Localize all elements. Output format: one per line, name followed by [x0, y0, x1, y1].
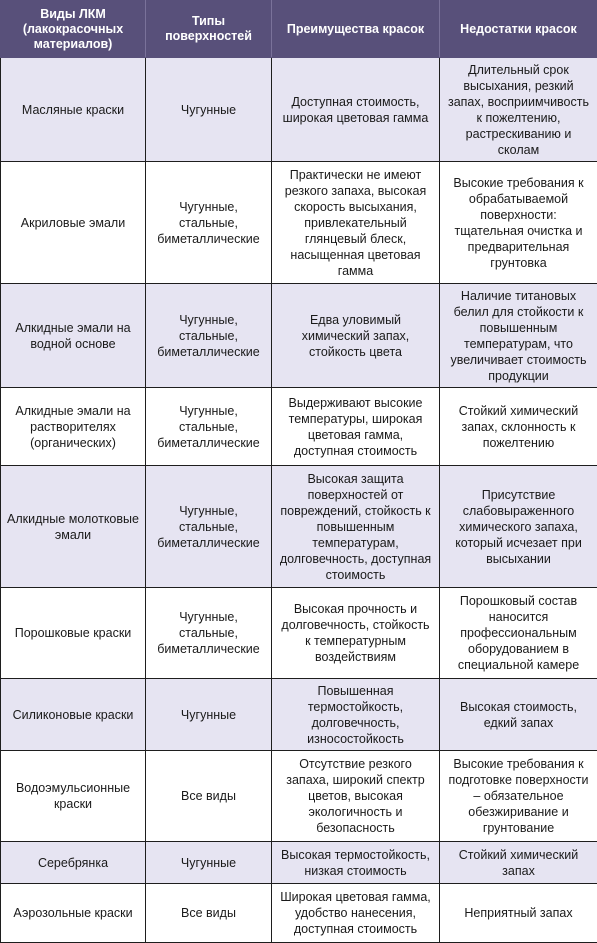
cell-advantages: Отсутствие резкого запаха, широкий спектр цветов, высокая экологичность и безопасность: [272, 751, 440, 842]
table-row: [1, 466, 597, 588]
table-row: [1, 751, 597, 842]
cell-disadvantages: Высокая стоимость, едкий запах: [440, 679, 597, 751]
cell-material-type: Масляные краски: [1, 58, 146, 162]
cell-disadvantages: Высокие требования к обрабатываемой поверхности: тщательная очистка и предварительная грунтовка: [440, 162, 597, 284]
cell-disadvantages: Неприятный запах: [440, 884, 597, 943]
cell-material-type: Акриловые эмали: [1, 162, 146, 284]
table-row: [1, 284, 597, 388]
header-disadvantages: Недостатки красок: [440, 1, 597, 58]
cell-advantages: Практически не имеют резкого запаха, высокая скорость высыхания, привлекательный глянцевый блеск, насыщенная цветовая гамма: [272, 162, 440, 284]
table-row: [1, 388, 597, 466]
cell-surface-types: Чугунные: [146, 842, 272, 884]
header-advantages: Преимущества красок: [272, 1, 440, 58]
cell-disadvantages: Присутствие слабовыраженного химического запаха, который исчезает при высыхании: [440, 466, 597, 588]
cell-advantages: Едва уловимый химический запах, стойкость цвета: [272, 284, 440, 388]
cell-disadvantages: Стойкий химический запах, склонность к пожелтению: [440, 388, 597, 466]
cell-advantages: Повышенная термостойкость, долговечность, износостойкость: [272, 679, 440, 751]
header-material-type: Виды ЛКМ (лакокрасочных материалов): [1, 1, 146, 58]
cell-surface-types: Чугунные, стальные, биметаллические: [146, 466, 272, 588]
table-row: [1, 58, 597, 162]
cell-advantages: Выдерживают высокие температуры, широкая цветовая гамма, доступная стоимость: [272, 388, 440, 466]
table-row: [1, 588, 597, 679]
cell-surface-types: Все виды: [146, 751, 272, 842]
table-header: [1, 1, 597, 58]
cell-disadvantages: Порошковый состав наносится профессиональным оборудованием в специальной камере: [440, 588, 597, 679]
table-row: [1, 679, 597, 751]
cell-advantages: Доступная стоимость, широкая цветовая гамма: [272, 58, 440, 162]
cell-material-type: Алкидные молотковые эмали: [1, 466, 146, 588]
cell-disadvantages: Наличие титановых белил для стойкости к повышенным температурам, что увеличивает стоимость продукции: [440, 284, 597, 388]
cell-disadvantages: Стойкий химический запах: [440, 842, 597, 884]
cell-material-type: Серебрянка: [1, 842, 146, 884]
cell-advantages: Широкая цветовая гамма, удобство нанесения, доступная стоимость: [272, 884, 440, 943]
table-row: [1, 842, 597, 884]
cell-surface-types: Чугунные: [146, 679, 272, 751]
cell-material-type: Силиконовые краски: [1, 679, 146, 751]
cell-surface-types: Чугунные: [146, 58, 272, 162]
header-surface-types: Типы поверхностей: [146, 1, 272, 58]
cell-surface-types: Чугунные, стальные, биметаллические: [146, 284, 272, 388]
cell-disadvantages: Длительный срок высыхания, резкий запах, восприимчивость к пожелтению, растрескиванию и сколам: [440, 58, 597, 162]
cell-material-type: Алкидные эмали на растворителях (органических): [1, 388, 146, 466]
cell-advantages: Высокая защита поверхностей от повреждений, стойкость к повышенным температурам, долговечность, доступная стоимость: [272, 466, 440, 588]
cell-advantages: Высокая прочность и долговечность, стойкость к температурным воздействиям: [272, 588, 440, 679]
cell-surface-types: Чугунные, стальные, биметаллические: [146, 588, 272, 679]
cell-material-type: Порошковые краски: [1, 588, 146, 679]
table-row: [1, 162, 597, 284]
cell-advantages: Высокая термостойкость, низкая стоимость: [272, 842, 440, 884]
header-row: [1, 1, 597, 58]
cell-material-type: Алкидные эмали на водной основе: [1, 284, 146, 388]
cell-material-type: Аэрозольные краски: [1, 884, 146, 943]
cell-surface-types: Чугунные, стальные, биметаллические: [146, 162, 272, 284]
cell-material-type: Водоэмульсионные краски: [1, 751, 146, 842]
cell-surface-types: Чугунные, стальные, биметаллические: [146, 388, 272, 466]
table-row: [1, 884, 597, 943]
cell-surface-types: Все виды: [146, 884, 272, 943]
table-body: [1, 58, 597, 943]
cell-disadvantages: Высокие требования к подготовке поверхности – обязательное обезжиривание и грунтование: [440, 751, 597, 842]
